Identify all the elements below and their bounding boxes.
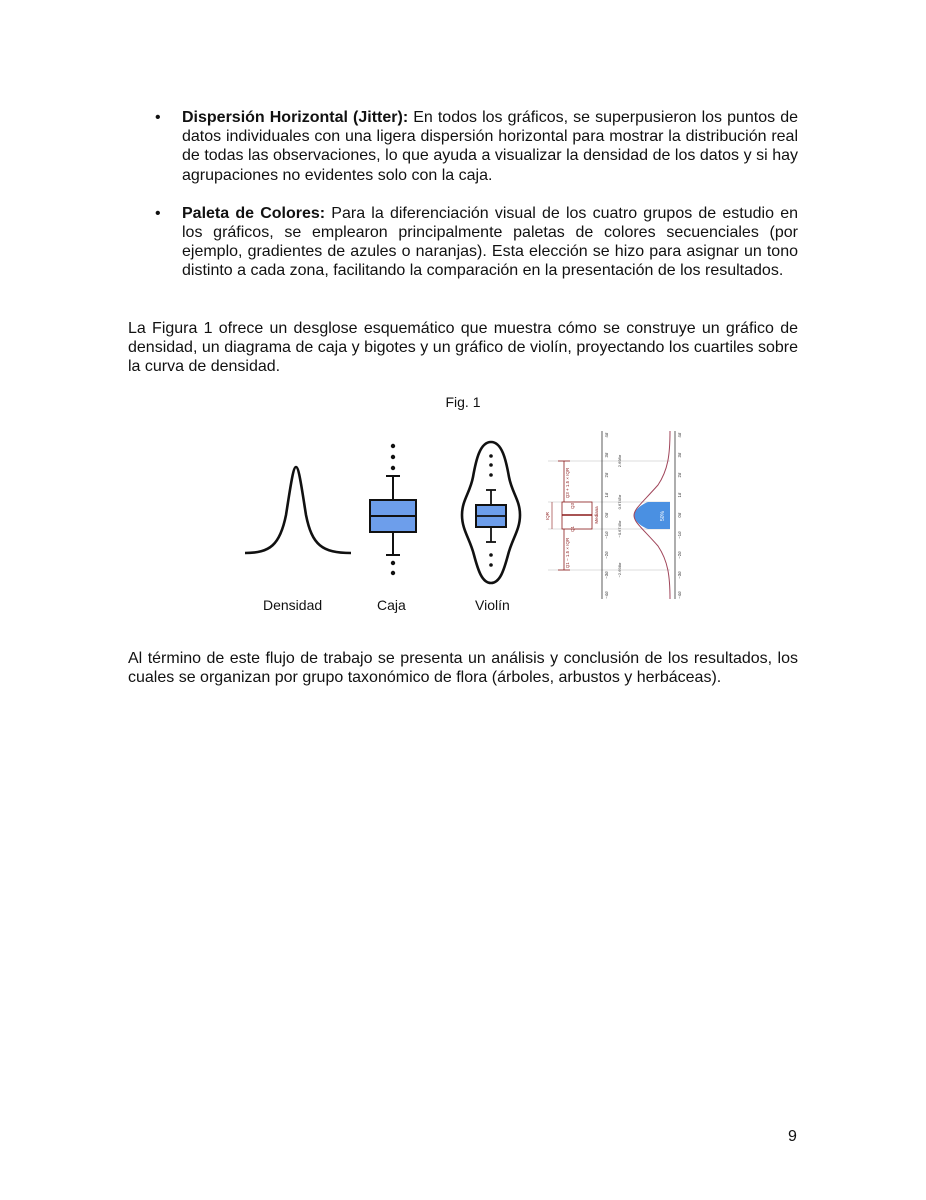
sigma-tick: −1σ — [604, 531, 609, 539]
sigma-tick: 3σ — [677, 452, 682, 458]
label-q3: Q3 — [570, 502, 575, 510]
conclusion-paragraph: Al término de este flujo de trabajo se presenta un análisis y conclusión de los resultados, los cuales se organizan por grupo taxonómico de flora (árboles, arbustos y herbáceas). — [128, 650, 798, 687]
bullet-text: Para la diferenciación visual de los cuatro grupos de estudio en los gráficos, se emplearon principalmente paletas de colores secuenciales (por ejemplo, gradientes de azules o naranjas). Esta elección se hizo para asignar un tono distinto a cada zona, facilitando la comparación en la presentación de los resultados. — [182, 204, 798, 280]
bullet-text: En todos los gráficos, se superpusieron los puntos de datos individuales con una ligera dispersión horizontal para mostrar la distribución real de todas las observaciones, lo que ayuda a visualizar la densidad de los datos y si hay agrupaciones no evidentes solo con la caja. — [182, 109, 798, 184]
box-plot — [370, 444, 416, 575]
label-q1: Q1 — [570, 525, 575, 533]
bullet-lead: Dispersión Horizontal (Jitter): — [182, 109, 409, 126]
sigma-tick: 4σ — [604, 432, 609, 438]
label-percent: 50% — [660, 510, 666, 522]
density-curve — [245, 467, 351, 553]
bullet-marker: • — [155, 204, 161, 222]
bullet-marker: • — [155, 109, 161, 126]
sigma-tick: 0σ — [604, 512, 609, 518]
sigma-ticks-left — [604, 432, 609, 599]
sigma-tick: −2σ — [677, 551, 682, 559]
sigma-tick: 1σ — [604, 492, 609, 498]
label-density: Densidad — [263, 597, 323, 613]
sigma-ticks-right — [677, 432, 682, 599]
sigma-tick: 1σ — [677, 492, 682, 498]
violin-plot — [462, 442, 520, 583]
label-median: Mediana — [594, 506, 599, 524]
label-neg-2698: −2.698σ — [617, 562, 622, 578]
bullet-item-jitter — [128, 108, 798, 185]
bullet-list — [128, 108, 798, 281]
label-box: Caja — [377, 597, 406, 613]
figure-caption: Fig. 1 — [445, 394, 481, 410]
label-violin: Violín — [475, 597, 510, 613]
bullet-lead: Paleta de Colores: — [182, 204, 326, 222]
boxplot-normal-schematic — [545, 431, 682, 599]
label-iqr: IQR — [545, 511, 550, 521]
intro-paragraph: La Figura 1 ofrece un desglose esquemático que muestra cómo se construye un gráfico de densidad, un diagrama de caja y bigotes y un gráfico de violín, proyectando los cuartiles sobre la curva de densidad. — [128, 320, 798, 376]
sigma-tick: −2σ — [604, 551, 609, 559]
sigma-tick: 2σ — [677, 472, 682, 478]
sigma-tick: 0σ — [677, 512, 682, 518]
label-neg-0674: −0.6745σ — [617, 520, 622, 538]
sigma-tick: −4σ — [604, 591, 609, 599]
sigma-tick: 3σ — [604, 452, 609, 458]
label-lower-whisker: Q1 − 1.5 × IQR — [565, 537, 570, 569]
page-number: 9 — [788, 1128, 797, 1145]
sigma-tick: 4σ — [677, 432, 682, 438]
sigma-tick: 2σ — [604, 472, 609, 478]
sigma-tick: −1σ — [677, 531, 682, 539]
figure-1-diagram — [230, 425, 700, 625]
sigma-positions — [617, 454, 622, 577]
sigma-tick: −3σ — [604, 571, 609, 579]
sigma-tick: −4σ — [677, 591, 682, 599]
label-pos-2698: 2.698σ — [617, 454, 622, 468]
label-pos-0674: 0.6745σ — [617, 494, 622, 510]
sigma-tick: −3σ — [677, 571, 682, 579]
bullet-item-palette — [128, 204, 798, 281]
label-upper-whisker: Q3 + 1.5 × IQR — [565, 467, 570, 499]
